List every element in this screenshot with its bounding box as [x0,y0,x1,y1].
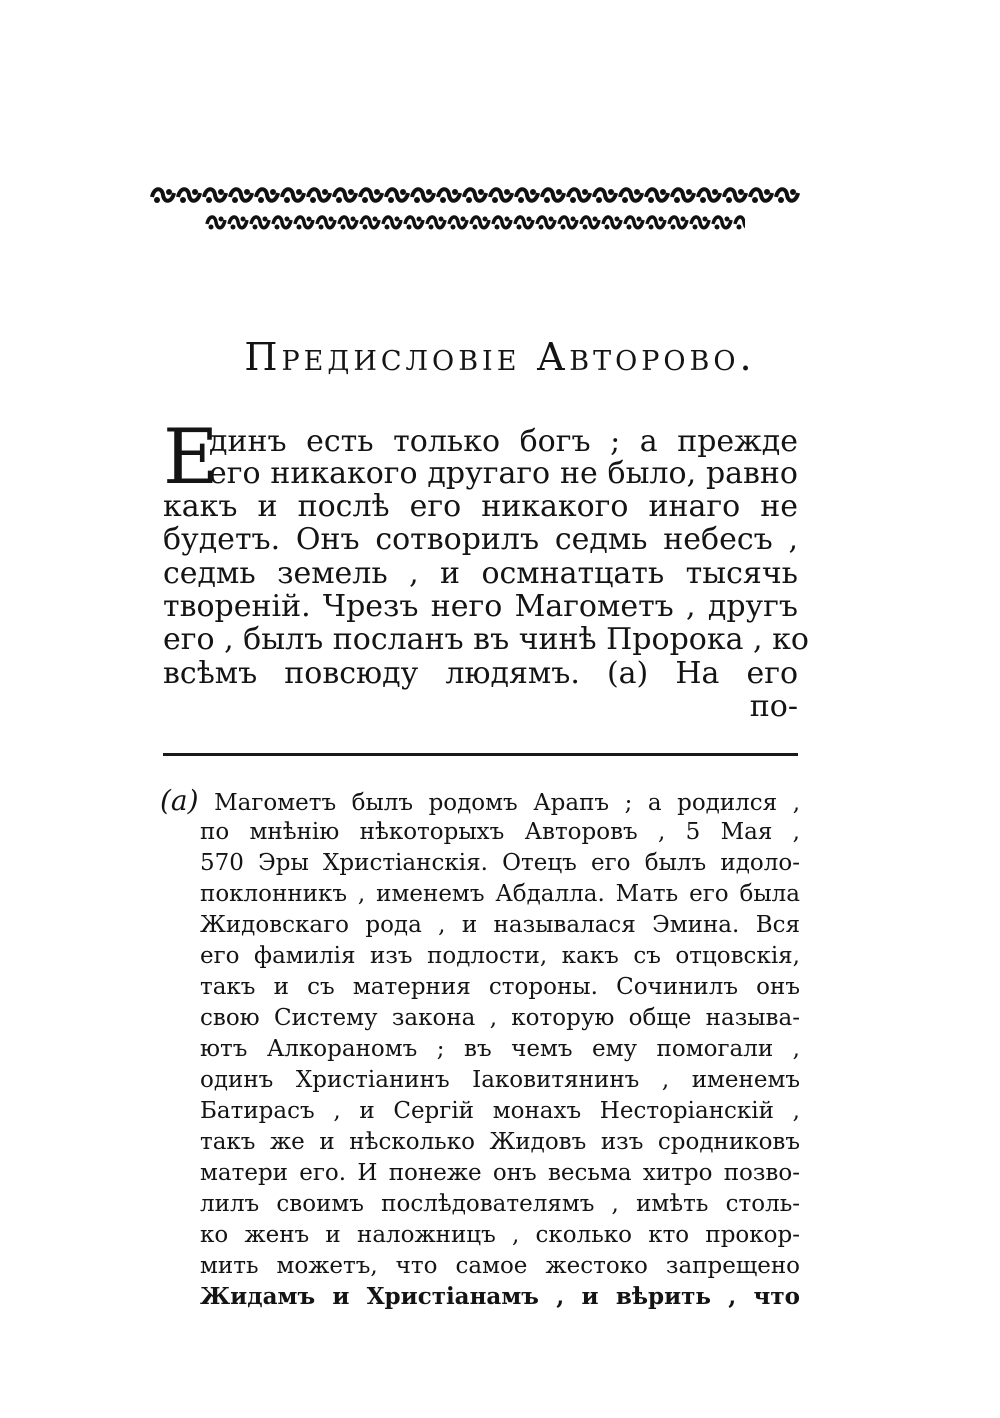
text-line: всѣмъ повсюду людямъ. (a) На его [163,656,798,691]
text-line: твореній. Чрезъ него Магометъ , другъ [163,589,798,624]
catchword: по- [749,689,798,724]
footnote-line [160,786,800,818]
text-line: какъ и послѣ его никакого инаго не [163,489,798,524]
footnote-line: свою Систему закона , которую обще называ- [200,1005,800,1031]
footnote-line: ютъ Алкораномъ ; въ чемъ ему помогали , [200,1036,800,1062]
footnote-line: одинъ Христіанинъ Іаковитянинъ , именемъ [200,1067,800,1093]
page-title: Предисловіе Авторово. [244,335,756,379]
main-text [163,412,809,725]
footnote-line: поклонникъ , именемъ Абдалла. Мать его была [200,881,800,907]
footnote-divider [163,753,798,756]
footnote-line: Батирасъ , и Сергій монахъ Несторіанскій , [200,1098,800,1124]
footnote-line: ко женъ и наложницъ , сколько кто прокор- [200,1222,800,1248]
footnote-marker: (a) [160,784,199,817]
footnote-line: лилъ своимъ послѣдователямъ , имѣть столь- [200,1191,800,1217]
text-line: седмь земель , и осмнатцать тысячь [163,556,798,591]
footnote-line: мить можетъ, что самое жестоко запрещено [200,1253,800,1279]
footnote-line: по мнѣнію нѣкоторыхъ Авторовъ , 5 Мая , [200,819,800,845]
footnote-line: его фамилія изъ подлости, какъ съ отцовскія, [200,943,800,969]
footnote-line: 570 Эры Христіанскія. Отецъ его былъ идоло- [200,850,800,876]
footnote-line: Жидамъ и Христіанамъ , и вѣрить , что [200,1283,800,1310]
text-line: его , былъ посланъ въ чинѣ Пророка , ко [163,622,809,657]
footnote-line: Жидовскаго рода , и называлася Эмина. Вся [200,912,800,938]
drop-cap: Е [163,412,219,501]
fleuron-ornament-icon [150,183,800,209]
footnote-line: матери его. И понеже онъ весьма хитро позво- [200,1160,800,1186]
text-line: будетъ. Онъ сотворилъ седмь небесъ , [163,522,798,557]
footnote-line: такъ же и нѣсколько Жидовъ изъ сродниковъ [200,1129,800,1155]
footnote-line-text: Магометъ былъ родомъ Арапъ ; а родился , [214,790,801,816]
text-line: динъ есть только богъ ; а прежде [209,424,798,459]
fleuron-ornament-icon [205,212,745,234]
text-line: его никакого другаго не было, равно [209,456,798,491]
footnote-line: такъ и съ матерния стороны. Сочинилъ онъ [200,974,800,1000]
